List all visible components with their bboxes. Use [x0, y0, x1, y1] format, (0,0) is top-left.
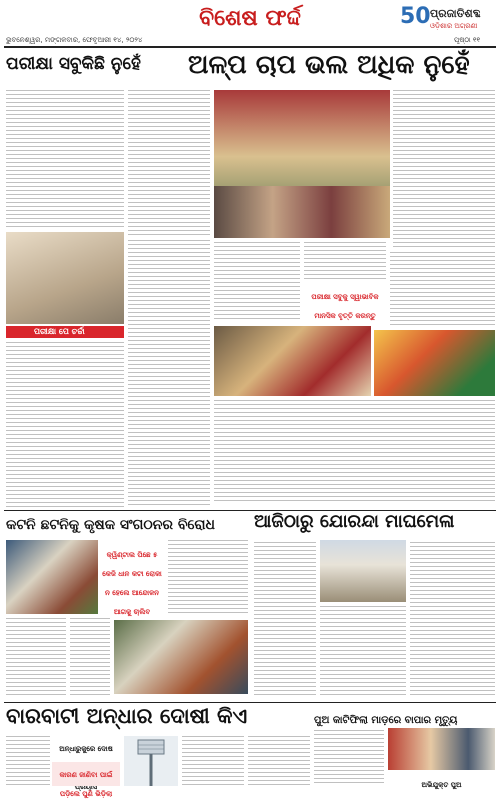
top-story-col2-body [128, 90, 210, 237]
story-three-headline-right [314, 708, 496, 726]
story-two-headline-right [254, 512, 496, 538]
top-story-col5-body [390, 252, 495, 328]
story-two-col-a [168, 540, 248, 614]
side-caption-text: ପରୀକ୍ଷା ସବୁକୁ ସ୍ୱାଭାବିକ ମାନସିକ ବୃତ୍ତି କରନ୍ତୁ [311, 293, 379, 320]
temple-photo [320, 540, 406, 602]
story-three-inset-sub-text: କାରଣ ଜାଣିବା ପାଇଁ ପଡ଼ିଲେ ପୁଣି ଭିଡ଼ିଲା [59, 771, 113, 798]
section-title: ବିଶେଷ ଫର୍ଦ୍ଦ [199, 6, 301, 31]
story-three-right-col-a [314, 730, 384, 786]
story-two-col-b [6, 618, 66, 698]
students-photo [214, 186, 390, 238]
top-story-right-body [393, 90, 495, 248]
accused-photo [388, 728, 495, 770]
story-three-right-text: ପୁଅ କାଟିଫିଲା ମାଡ଼ରେ ବାପାର ମୃତ୍ୟୁ [314, 715, 458, 726]
story-three-inset-head [52, 736, 120, 760]
story-three-col-b [182, 736, 244, 786]
story-two-subhead [100, 542, 164, 616]
story-three-left-text: ବାରବାଟୀ ଅନ୍ଧାର ଦୋଷୀ କିଏ [6, 704, 248, 728]
story-two-right-col-c [320, 606, 406, 696]
photo-caption: ପରୀକ୍ଷା ପେ ଚର୍ଚ୍ଚା [34, 327, 85, 336]
brand-tagline: ଓଡ଼ିଶାର ଅଗ୍ରଣୀ [430, 22, 478, 30]
ceremony-photo [214, 326, 371, 396]
section-rule-2 [4, 702, 496, 703]
story-two-subhead-text: କ୍ୱିଣ୍ଟାଲ ପିଛେ ୫ କେଜି ଧାନ କଟା ରୋକା ନ ହେଲେ ଆନ୍ଦୋଳନ ଆଗକୁ ଚାଲିବ [102, 551, 162, 616]
top-story-col2b-body [128, 240, 210, 507]
masthead-rule [4, 46, 496, 48]
memorandum-photo [114, 620, 248, 694]
story-three-col-c [248, 736, 310, 786]
pm-photo [6, 232, 124, 324]
masthead [0, 0, 500, 45]
floodlight-icon [124, 736, 178, 786]
brand-name: ପ୍ରଜାତିଶବ୍ଦ [430, 7, 481, 20]
top-story-kicker [6, 54, 176, 82]
story-three-inset-sub [52, 762, 120, 798]
top-story-headline [188, 52, 498, 86]
story-two-right-col-b [410, 542, 495, 696]
story-two-col-c [70, 618, 110, 698]
top-story-col3-body [214, 242, 300, 322]
page-label: ପୃଷ୍ଠା ୧୧ [454, 36, 481, 44]
dancers-photo [374, 330, 495, 396]
top-story-col1-body [6, 342, 124, 507]
date-line: ଭୁବନେଶ୍ୱର, ମଙ୍ଗଳବାର, ଫେବୃଆରୀ ୧୪, ୨୦୨୪ [6, 36, 143, 44]
photo-caption-bar [6, 326, 124, 338]
top-story-bottom-text [214, 400, 495, 504]
story-three-headline-left [6, 706, 308, 734]
top-story-col4-body [304, 242, 386, 280]
story-three-col-a [6, 736, 50, 786]
headline-text: ଅଳ୍ପ ଚାପ ଭଲ ଅଧିକ ନୁହେଁ [188, 50, 470, 80]
floodlight-photo [124, 736, 178, 786]
story-two-right-text: ଆଜିଠାରୁ ଯୋରନ୍ଦା ମାଘମେଳା [254, 511, 455, 532]
story-two-headline-left [6, 514, 246, 536]
kicker-text: ପରୀକ୍ଷା ସବୁକିଛି ନୁହେଁ [6, 54, 141, 74]
accused-caption-text: ଅଭିଯୁକ୍ତ ପୁଅ [421, 781, 462, 789]
top-story-lede [6, 90, 124, 230]
brand-number: 50 [400, 4, 431, 29]
story-three-inset-head-text: ଅନ୍ଧାରୁକୁରେ ଦୋଷ [59, 745, 113, 753]
brand-logo [400, 4, 496, 34]
story-two-left-text: କଟନି ଛଟନିକୁ କୃଷକ ସଂଗଠନର ବିରୋଧ [6, 517, 216, 533]
side-caption [306, 284, 384, 320]
story-two-right-col-a [254, 542, 316, 696]
accused-caption [388, 772, 495, 789]
protest-photo [6, 540, 98, 614]
